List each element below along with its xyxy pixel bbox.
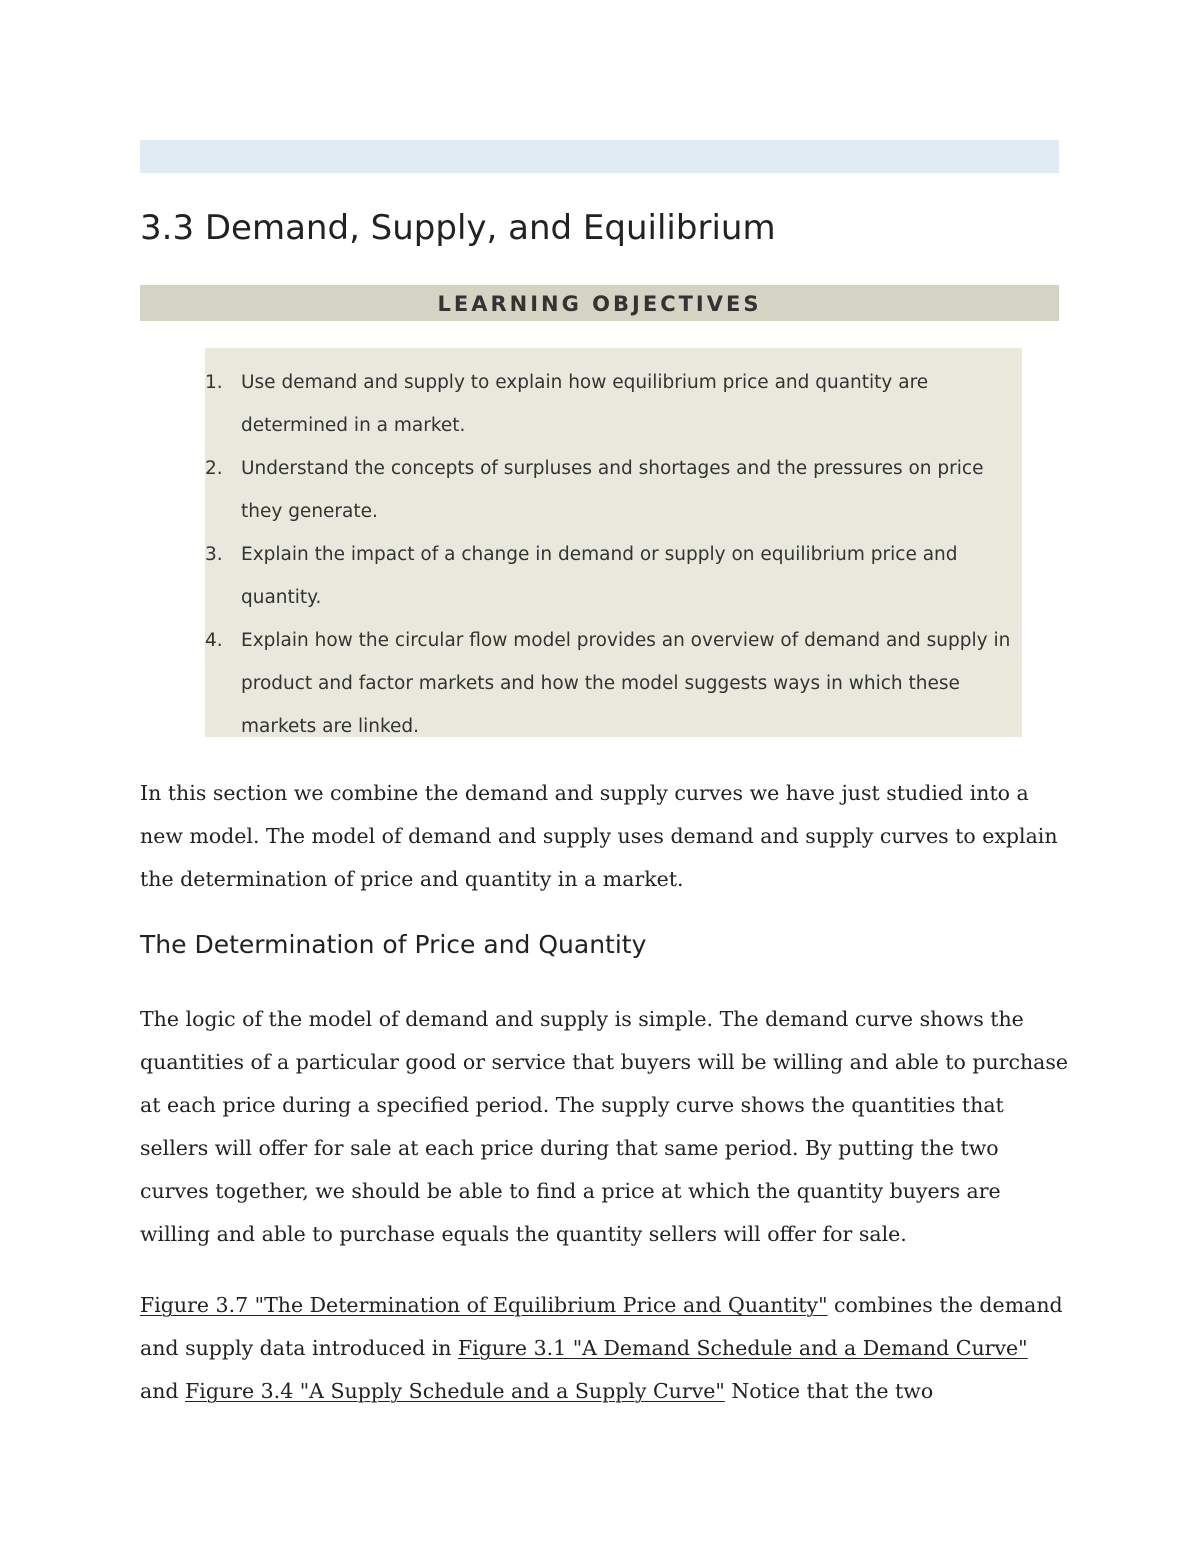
intro-paragraph: In this section we combine the demand and supply curves we have just studied into a new model. The model of demand and supply uses demand and supply curves to explain the determination of price and quantity in a market. <box>140 781 1058 891</box>
objective-number: 1. <box>205 372 223 393</box>
objective-item <box>205 533 1022 619</box>
section-title: 3.3 Demand, Supply, and Equilibrium <box>140 208 776 248</box>
objective-number: 4. <box>205 630 223 651</box>
figure-paragraph <box>140 1284 1070 1413</box>
learning-objectives-heading: LEARNING OBJECTIVES <box>140 285 1059 321</box>
logic-paragraph: The logic of the model of demand and supply is simple. The demand curve shows the quantities of a particular good or service that buyers will be willing and able to purchase at each price during a specified period. The supply curve shows the quantities that sellers will offer for sale at each price during that same period. By putting the two curves together, we should be able to find a price at which the quantity buyers are willing and able to purchase equals the quantity sellers will offer for sale. <box>140 1007 1069 1246</box>
figure-paragraph-text-3: Notice that the two <box>724 1379 934 1403</box>
figure-3-7-link[interactable]: Figure 3.7 "The Determination of Equilibrium Price and Quantity" <box>140 1293 828 1317</box>
figure-paragraph-text-2: and <box>140 1379 186 1403</box>
objective-text: Use demand and supply to explain how equilibrium price and quantity are determined in a market. <box>241 372 929 436</box>
objective-text: Explain how the circular flow model provides an overview of demand and supply in product and factor markets and how the model suggests ways in which these markets are linked. <box>241 630 1011 737</box>
objective-text: Explain the impact of a change in demand or supply on equilibrium price and quantity. <box>241 544 958 608</box>
objective-number: 2. <box>205 458 223 479</box>
objective-item <box>205 361 1022 447</box>
header-color-bar <box>140 140 1059 173</box>
subheading: The Determination of Price and Quantity <box>140 930 647 959</box>
figure-3-4-link[interactable]: Figure 3.4 "A Supply Schedule and a Supply Curve" <box>185 1379 725 1403</box>
objective-text: Understand the concepts of surpluses and shortages and the pressures on price they generate. <box>241 458 984 522</box>
figure-3-1-link[interactable]: Figure 3.1 "A Demand Schedule and a Demand Curve" <box>458 1336 1028 1360</box>
learning-objectives-list <box>205 348 1022 748</box>
objective-item <box>205 447 1022 533</box>
objective-number: 3. <box>205 544 223 565</box>
figure-paragraph-text-1: combines the demand and supply data introduced in <box>140 1293 1063 1360</box>
objective-item <box>205 619 1022 748</box>
learning-objectives-box <box>205 348 1022 737</box>
